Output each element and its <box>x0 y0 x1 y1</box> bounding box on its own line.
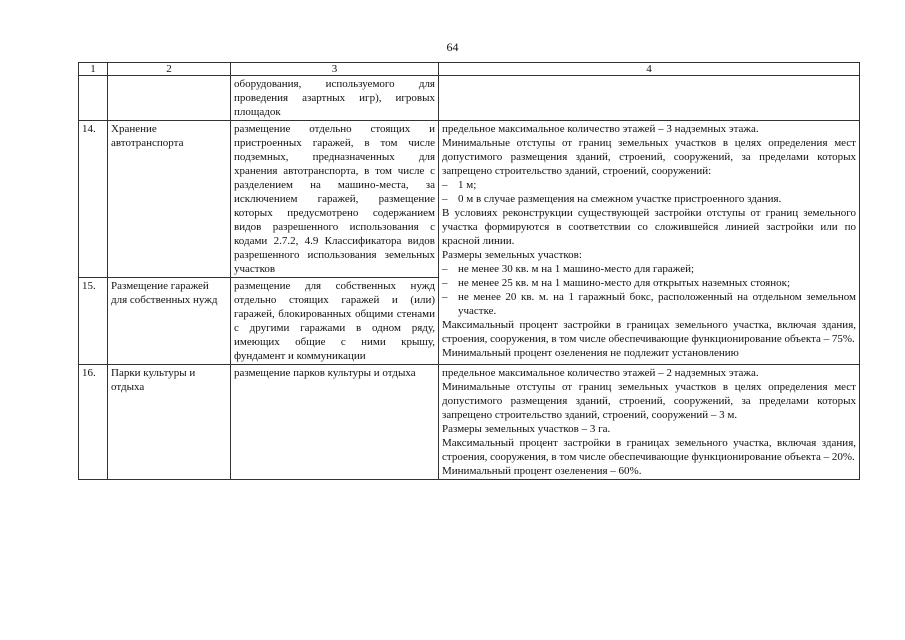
dash-item-text: не менее 30 кв. м на 1 машино-место для гаражей; <box>458 263 695 275</box>
dash-item-text: 1 м; <box>458 179 477 191</box>
row-number: 15. <box>79 278 108 365</box>
table-header-row <box>79 63 860 76</box>
cell-empty <box>439 76 860 121</box>
header-col-1: 1 <box>79 63 108 76</box>
param-text: Минимальные отступы от границ земельных участков в целях определения мест допустимого размещения зданий, строений, сооружений, за пределами которых запрещено строительство зданий, строений, сооружений: <box>442 137 856 177</box>
page-number: 64 <box>446 40 459 54</box>
dash-mark: – <box>442 277 448 289</box>
dash-item <box>442 290 856 318</box>
dash-item <box>442 178 856 192</box>
table-row-14 <box>79 121 860 278</box>
param-text: В условиях реконструкции существующей застройки отступы от границ земельного участка формируются в соответствии со сложившейся линией застройки или по красной линии. <box>442 207 856 247</box>
param-text: предельное максимальное количество этажей – 2 надземных этажа. <box>442 367 759 379</box>
param-text: предельное максимальное количество этажей – 3 надземных этажа. <box>442 123 759 135</box>
param-text: Максимальный процент застройки в границах земельного участка, включая здания, строения, сооружения, в том числе обеспечивающие функционирование объекта – 20%. <box>442 437 856 463</box>
use-description: размещение отдельно стоящих и пристроенных гаражей, в том числе подземных, предназначенных для хранения автотранспорта, в том числе с разделением на машино-места, за исключением гаражей, размещение которых предусмотрено содержанием видов разрешенного использования с кодами 2.7.2, 4.9 Классификатора видов разрешенного использования земельных участков <box>231 121 439 278</box>
table-row-16 <box>79 365 860 480</box>
dash-item <box>442 192 856 206</box>
use-name: Парки культуры и отдыха <box>108 365 231 480</box>
param-text: Минимальный процент озеленения не подлежит установлению <box>442 347 739 359</box>
param-text: Максимальный процент застройки в границах земельного участка, включая здания, строения, сооружения, в том числе обеспечивающие функционирование объекта – 75%. <box>442 319 856 345</box>
use-description: размещение парков культуры и отдыха <box>231 365 439 480</box>
use-name: Хранение автотранспорта <box>108 121 231 278</box>
dash-mark: – <box>442 179 448 191</box>
dash-item-text: 0 м в случае размещения на смежном участке пристроенного здания. <box>458 193 782 205</box>
table-row-continuation <box>79 76 860 121</box>
param-text: Минимальные отступы от границ земельных участков в целях определения мест допустимого размещения зданий, строений, сооружений, за пределами которых запрещено строительство зданий, строений, сооружений – 3 м. <box>442 381 856 421</box>
continuation-text: оборудования, используемого для проведения азартных игр), игровых площадок <box>231 76 439 121</box>
dash-item-text: не менее 25 кв. м на 1 машино-место для открытых наземных стоянок; <box>458 277 791 289</box>
parameters-cell-14-15 <box>439 121 860 365</box>
dash-mark: – <box>442 291 448 303</box>
cell-empty <box>79 76 108 121</box>
use-name: Размещение гаражей для собственных нужд <box>108 278 231 365</box>
use-description: размещение для собственных нужд отдельно стоящих гаражей и (или) гаражей, блокированных общими стенами с другими гаражами в одном ряду, имеющих общие с ними крышу, фундамент и коммуникации <box>231 278 439 365</box>
dash-mark: – <box>442 193 448 205</box>
dash-item-text: не менее 20 кв. м. на 1 гаражный бокс, расположенный на отдельном земельном участке. <box>458 291 856 317</box>
param-text: Минимальный процент озеленения – 60%. <box>442 465 642 477</box>
dash-item <box>442 276 856 290</box>
dash-item <box>442 262 856 276</box>
dash-mark: – <box>442 263 448 275</box>
header-col-2: 2 <box>108 63 231 76</box>
parameters-cell-16 <box>439 365 860 480</box>
land-use-table <box>78 62 860 480</box>
header-col-4: 4 <box>439 63 860 76</box>
header-col-3: 3 <box>231 63 439 76</box>
cell-empty <box>108 76 231 121</box>
row-number: 16. <box>79 365 108 480</box>
param-text: Размеры земельных участков: <box>442 249 582 261</box>
param-text: Размеры земельных участков – 3 га. <box>442 423 611 435</box>
row-number: 14. <box>79 121 108 278</box>
